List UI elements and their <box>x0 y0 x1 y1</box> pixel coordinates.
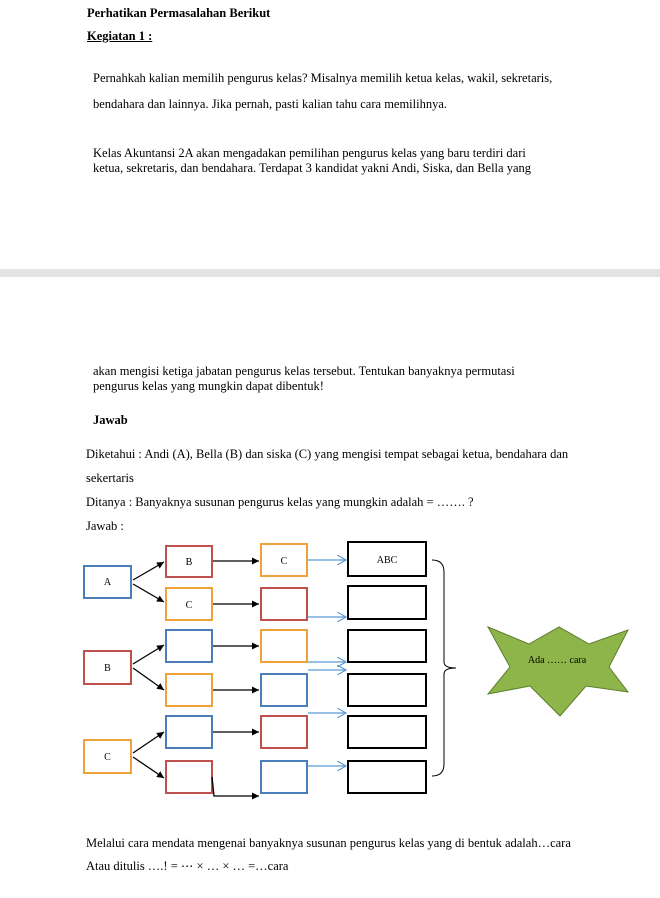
para2-line1: Kelas Akuntansi 2A akan mengadakan pemilihan pengurus kelas yang baru terdiri dari <box>93 146 526 160</box>
level2-node-6 <box>166 761 212 793</box>
result-node-1 <box>348 542 426 576</box>
svg-text:B: B <box>104 663 111 674</box>
answer-heading: Jawab <box>93 413 128 427</box>
root-node-c <box>84 740 131 773</box>
known-line2: sekertaris <box>86 471 134 485</box>
result-node-4 <box>348 674 426 706</box>
level3-node-1 <box>261 544 307 576</box>
svg-text:ABC: ABC <box>376 555 398 566</box>
svg-text:A: A <box>103 577 112 588</box>
level2-node-2 <box>166 588 212 620</box>
root-node-b <box>84 651 131 684</box>
level3-node-5 <box>261 716 307 748</box>
result-arrows <box>308 560 346 766</box>
level3-node-4 <box>261 674 307 706</box>
level2-node-4 <box>166 674 212 706</box>
svg-text:C: C <box>104 752 111 763</box>
level3-node-6 <box>261 761 307 793</box>
result-node-6 <box>348 761 426 793</box>
level3-node-2 <box>261 588 307 620</box>
para1-line2: bendahara dan lainnya. Jika pernah, pasti kalian tahu cara memilihnya. <box>93 97 448 111</box>
level3-node-3 <box>261 630 307 662</box>
svg-text:C: C <box>280 556 288 567</box>
svg-text:C: C <box>185 600 193 611</box>
permutation-tree-diagram <box>0 535 660 805</box>
result-node-5 <box>348 716 426 748</box>
para2-line4: pengurus kelas yang mungkin dapat dibentuk! <box>93 379 324 393</box>
page-break <box>0 269 660 277</box>
conclusion-line1: Melalui cara mendata mengenai banyaknya susunan pengurus kelas yang di bentuk adalah…cara <box>86 836 571 850</box>
conclusion-line2: Atau ditulis ….! = ⋯ × … × … =…cara <box>86 859 289 873</box>
level2-node-3 <box>166 630 212 662</box>
activity-label: Kegiatan 1 : <box>87 29 153 43</box>
svg-text:B: B <box>185 557 193 568</box>
answer-label: Jawab : <box>86 519 124 533</box>
grouping-brace <box>432 560 456 776</box>
result-node-3 <box>348 630 426 662</box>
heading: Perhatikan Permasalahan Berikut <box>87 6 271 20</box>
level2-node-5 <box>166 716 212 748</box>
asked-line: Ditanya : Banyaknya susunan pengurus kelas yang mungkin adalah = ……. ? <box>86 495 474 509</box>
para1-line1: Pernahkah kalian memilih pengurus kelas? Misalnya memilih ketua kelas, wakil, sekretaris, <box>93 71 553 85</box>
root-node-a <box>84 566 131 598</box>
para2-line3: akan mengisi ketiga jabatan pengurus kelas tersebut. Tentukan banyaknya permutasi <box>93 364 515 378</box>
svg-text:Ada …… cara: Ada …… cara <box>527 655 587 666</box>
level2-node-1 <box>166 546 212 577</box>
para2-line2: ketua, sekretaris, dan bendahara. Terdapat 3 kandidat yakni Andi, Siska, dan Bella yang <box>93 161 531 175</box>
level2-arrows <box>212 561 259 796</box>
branch-arrows <box>133 562 164 778</box>
result-node-2 <box>348 586 426 619</box>
answer-star <box>488 627 628 716</box>
known-line1: Diketahui : Andi (A), Bella (B) dan siska (C) yang mengisi tempat sebagai ketua, bendahara dan <box>86 447 569 461</box>
